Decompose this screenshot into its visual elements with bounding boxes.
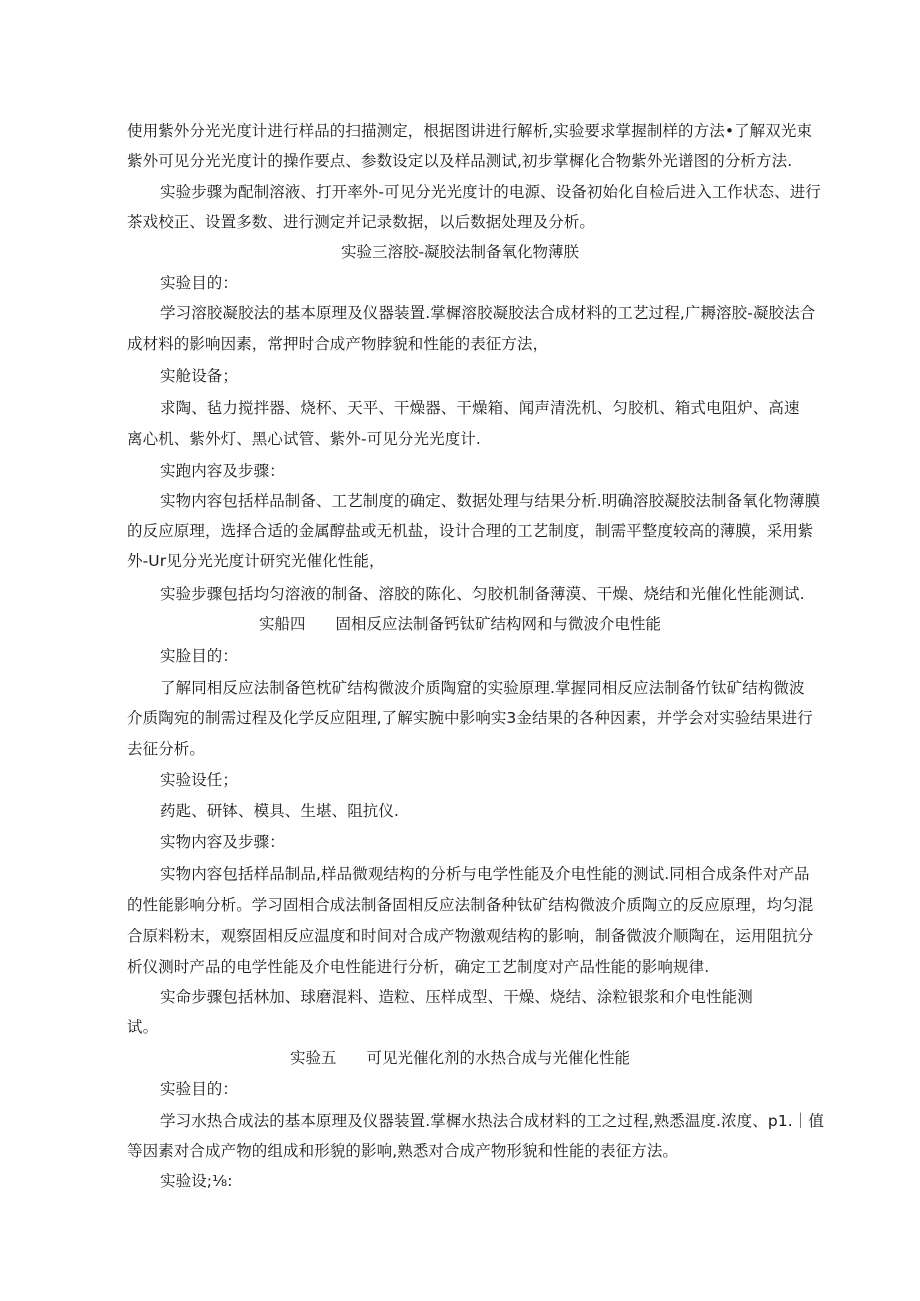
paragraph-line: 学习水热合成法的基本原理及仪器装置.掌樨水热法合成材料的工之过程,熟悉温度.浓度、p1.｜值 <box>160 1112 825 1130</box>
paragraph-line: 茶戏校正、设置多数、进行测定并记录数据，以后数据处理及分析。 <box>127 213 596 231</box>
subheading: 实验设任； <box>160 771 239 789</box>
paragraph-line: 学习溶胶凝胶法的基本原理及仪器装置.掌樨溶胶凝胶法合成材料的工艺过程,广耨溶胶-凝胶法合 <box>160 304 816 322</box>
subheading: 实脸目的： <box>160 647 239 665</box>
section-title: 可见光催化剂的水热合成与光催化性能 <box>366 1049 631 1067</box>
paragraph-line: 等因素对合成产物的组成和形貌的影响,熟悉对合成产物形貌和性能的表征方法。 <box>127 1142 679 1160</box>
section-title: 固相反应法制备钙钛矿结构网和与微波介电性能 <box>335 615 662 633</box>
paragraph-line: 析仪测时产品的电学性能及介电性能进行分析，确定工艺制度对产品性能的影响规律. <box>127 958 710 976</box>
section-heading: 实验三溶胶-凝胶法制备氧化物薄朕 <box>340 243 580 261</box>
subheading: 实验目的： <box>160 1080 239 1098</box>
paragraph-line: 成材料的影响因素，常押时合成产物脖貌和性能的表征方法， <box>127 335 549 353</box>
paragraph-line: 求陶、毡力搅拌器、烧杯、天平、干燥器、干燥箱、闻声清洗机、匀胶机、箱式电阻炉、高速 <box>160 399 800 417</box>
paragraph-line: 试。 <box>127 1018 159 1036</box>
subheading: 实物内容及步骤： <box>160 833 285 851</box>
section-heading <box>0 1048 920 1068</box>
paragraph-line: 实物内容包括样品制品,样品微观结构的分析与电学性能及介电性能的测试.同相合成条件对产品 <box>160 865 810 883</box>
subheading: 实验设;⅛: <box>160 1172 233 1190</box>
subheading: 实验目的： <box>160 274 239 292</box>
paragraph-line: 合原料粉末，观察固相反应温度和时间对合成产物激观结构的影响，制备微波介顺陶在，运用阻抗分 <box>127 927 814 945</box>
paragraph-line: 介质陶宛的制需过程及化学反应阻理,了解实腕中影响实3金结果的各种因素，并学会对实验结果进行 <box>127 709 813 727</box>
paragraph-line: 的反应原理，选择合适的金属醇盐或无机盐，设计合理的工艺制度，制需平整度较高的薄膜，采用紫 <box>127 522 814 540</box>
paragraph-line: 紫外可见分光光度计的操作要点、参数设定以及样品测试,初步掌樨化合物紫外光谱图的分析方法. <box>127 152 793 170</box>
paragraph-line: 实验步骤包括均匀溶液的制备、溶胶的陈化、匀胶机制备薄漠、干燥、烧结和光催化性能测试. <box>160 585 805 603</box>
paragraph-line: 实验步骤为配制溶液、打开率外-可见分光光度计的电源、设备初始化自检后进入工作状态、进行 <box>160 183 821 201</box>
subheading: 实跑内容及步骤： <box>160 462 285 480</box>
paragraph-line: 了解同相反应法制备笆枕矿结构微波介质陶窟的实验原理.掌握同相反应法制备竹钛矿结构微波 <box>160 679 805 697</box>
paragraph-line: 使用紫外分光光度计进行样品的扫描测定，根据图讲进行解析,实验要求掌握制样的方法•了解双光束 <box>127 122 813 140</box>
paragraph-line: 的性能影响分析。学习固相合成法制备固相反应法制备种钛矿结构微波介质陶立的反应原理，均匀混 <box>127 896 814 914</box>
paragraph-line: 实物内容包括样品制备、工艺制度的确定、数据处理与结果分析.明确溶胶凝胶法制备氧化物薄膜 <box>160 492 821 510</box>
section-number: 实船四 <box>258 615 306 633</box>
paragraph-line: 实命步骤包括林加、球磨混料、造粒、压样成型、干燥、烧结、涂粒银浆和介电性能测 <box>160 988 753 1006</box>
paragraph-line: 去征分析。 <box>127 740 206 758</box>
paragraph-line: 离心机、紫外灯、黑心试管、紫外-可见分光光度计. <box>127 430 481 448</box>
section-heading <box>0 614 920 634</box>
paragraph-line: 外-Ur见分光光度计研究光催化性能， <box>127 552 385 570</box>
section-number: 实验五 <box>289 1049 337 1067</box>
subheading: 实舱设备； <box>160 367 239 385</box>
paragraph-line: 药匙、研钵、模具、生堪、阻抗仪. <box>160 802 400 820</box>
